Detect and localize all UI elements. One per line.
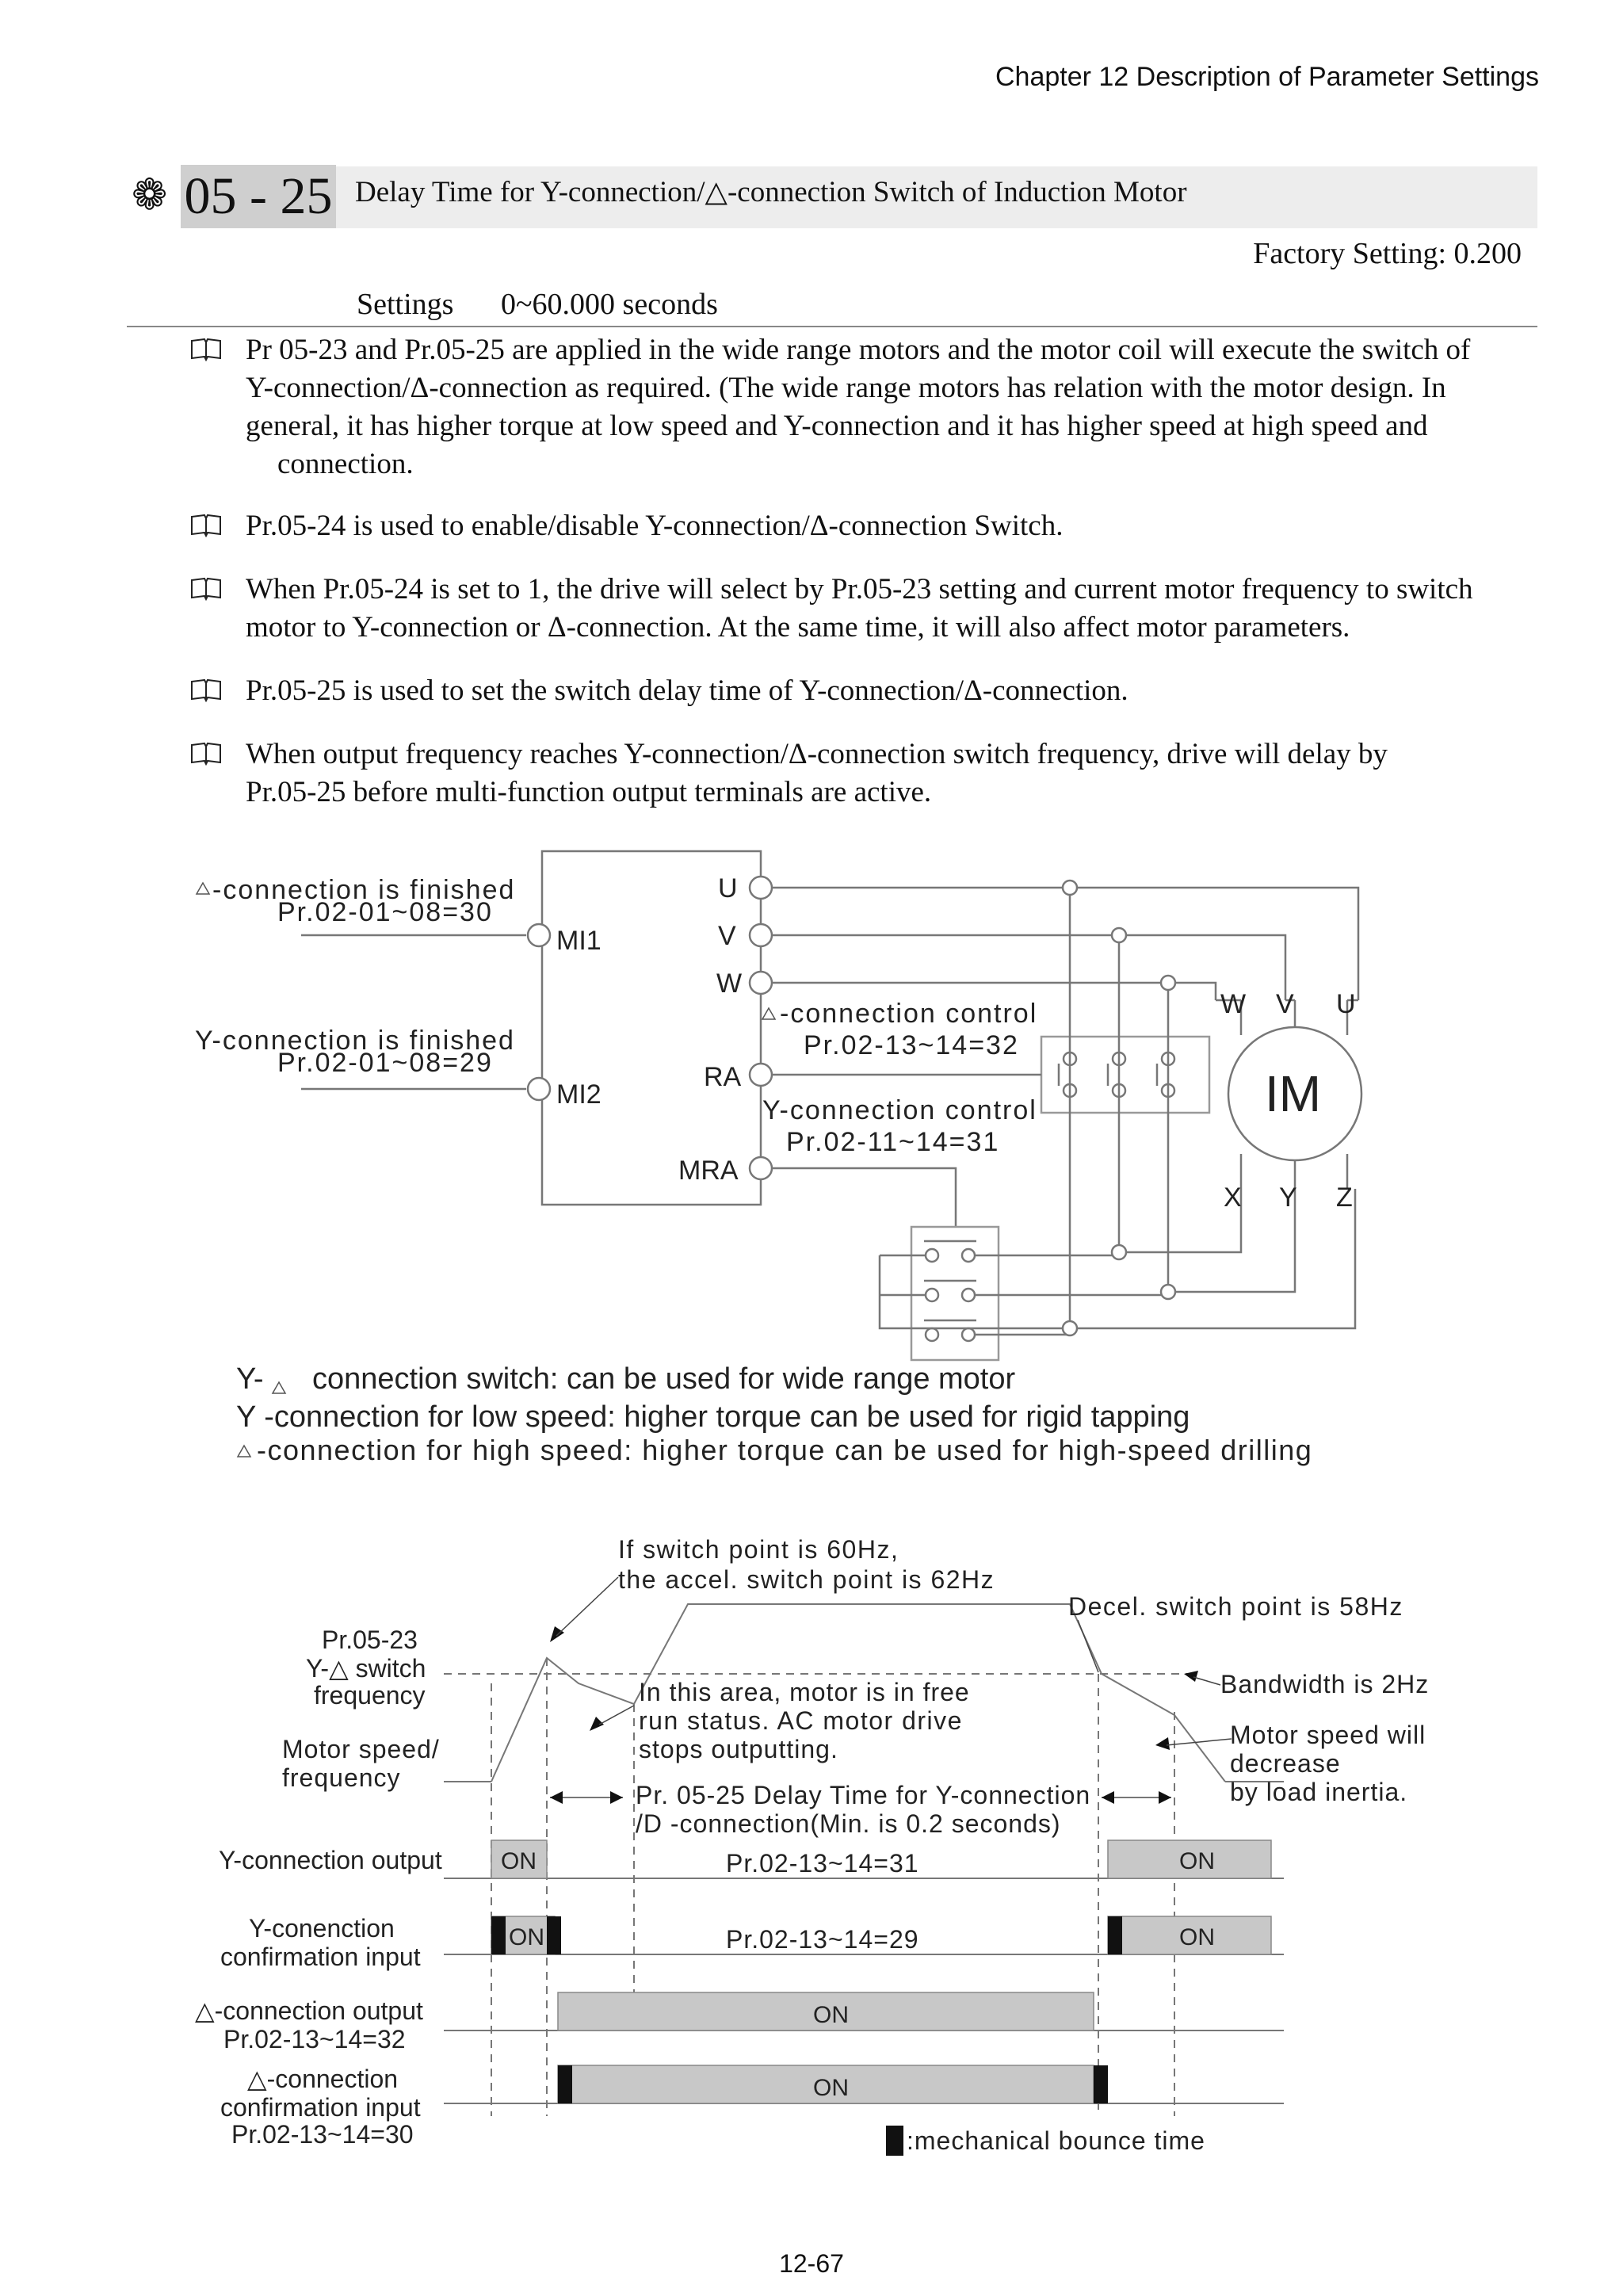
pr0523-label: Pr.05-23 bbox=[322, 1626, 418, 1654]
delta-icon bbox=[238, 1446, 250, 1457]
y-delta-switch-label: Y-△ switch bbox=[306, 1654, 426, 1683]
switch-point-line-1: If switch point is 60Hz, bbox=[618, 1535, 899, 1564]
decrease-line-1: Motor speed will bbox=[1230, 1721, 1426, 1749]
bounce-marker bbox=[1094, 2065, 1108, 2103]
frequency-label: frequency bbox=[314, 1681, 426, 1710]
delta-control-label: -connection control bbox=[780, 999, 1038, 1029]
note-4-line-1: Pr.05-25 is used to set the switch delay time of Y-connection/Δ-connection. bbox=[246, 674, 1128, 707]
y-output-label: Y-connection output bbox=[219, 1846, 442, 1874]
caption-line-1-prefix: Y- bbox=[236, 1362, 264, 1396]
decrease-line-3: by load inertia. bbox=[1230, 1778, 1408, 1806]
caption-line-1: connection switch: can be used for wide range motor bbox=[312, 1362, 1016, 1396]
motor-label: IM bbox=[1265, 1065, 1322, 1122]
y-confirm-label-2: confirmation input bbox=[220, 1943, 421, 1971]
note-1-line-1: Pr 05-23 and Pr.05-25 are applied in the wide range motors and the motor coil will execute the switch of bbox=[246, 334, 1471, 366]
delta-finished-param: Pr.02-01~08=30 bbox=[277, 897, 493, 927]
motor-terminal-w: W bbox=[1220, 989, 1247, 1019]
delta-confirm-label-1: △-connection bbox=[247, 2065, 399, 2093]
y-confirm-on-label-2: ON bbox=[1179, 1924, 1215, 1950]
decrease-line-2: decrease bbox=[1230, 1749, 1341, 1778]
writable-parameter-icon: ❁ bbox=[132, 171, 168, 219]
terminal-mra: MRA bbox=[678, 1156, 739, 1186]
motor-speed-label-1: Motor speed/ bbox=[282, 1735, 440, 1763]
terminal-u: U bbox=[718, 873, 738, 904]
note-5-line-1: When output frequency reaches Y-connection/Δ-connection switch frequency, drive will delay by bbox=[246, 738, 1388, 770]
parameter-number: 05 - 25 bbox=[181, 165, 336, 228]
y-control-label: Y-connection control bbox=[762, 1095, 1037, 1125]
caption-line-2: Y -connection for low speed: higher torque can be used for rigid tapping bbox=[236, 1400, 1190, 1434]
delay-time-line-1: Pr. 05-25 Delay Time for Y-connection bbox=[636, 1781, 1091, 1809]
y-finished-param: Pr.02-01~08=29 bbox=[277, 1048, 493, 1078]
y-confirm-on-label-1: ON bbox=[509, 1924, 544, 1950]
y-output-on-label-1: ON bbox=[501, 1848, 537, 1874]
switch-point-line-2: the accel. switch point is 62Hz bbox=[618, 1565, 995, 1594]
drive-box bbox=[542, 851, 761, 1205]
settings-value: 0~60.000 seconds bbox=[501, 288, 718, 321]
bandwidth-label: Bandwidth is 2Hz bbox=[1220, 1670, 1430, 1698]
delta-icon bbox=[762, 1008, 775, 1019]
motor-speed-label-2: frequency bbox=[282, 1763, 401, 1792]
y-control-param: Pr.02-11~14=31 bbox=[786, 1127, 1000, 1157]
decel-switch-point: Decel. switch point is 58Hz bbox=[1068, 1592, 1403, 1621]
y-output-on-label-2: ON bbox=[1179, 1848, 1215, 1874]
motor-terminal-v: V bbox=[1276, 989, 1294, 1019]
chapter-header: Chapter 12 Description of Parameter Settings bbox=[995, 62, 1539, 92]
factory-setting: Factory Setting: 0.200 bbox=[1253, 237, 1522, 270]
bounce-marker bbox=[547, 1916, 561, 1954]
delta-icon bbox=[273, 1382, 285, 1393]
note-5-line-2: Pr.05-25 before multi-function output terminals are active. bbox=[246, 776, 932, 808]
motor-terminal-z: Z bbox=[1336, 1182, 1353, 1213]
delta-confirm-label-3: Pr.02-13~14=30 bbox=[231, 2120, 414, 2149]
delta-finished-label: -connection is finished bbox=[212, 875, 516, 905]
motor-terminal-x: X bbox=[1224, 1182, 1242, 1213]
note-1-line-2: Y-connection/Δ-connection as required. (The wide range motors has relation with the motor design. In bbox=[246, 372, 1446, 404]
delta-icon bbox=[197, 883, 209, 894]
terminal-ra: RA bbox=[704, 1062, 742, 1092]
note-1-line-3: general, it has higher torque at low speed and Y-connection and it has higher speed at high speed and bbox=[246, 410, 1428, 442]
motor-terminal-u: U bbox=[1336, 989, 1356, 1019]
note-2-line-1: Pr.05-24 is used to enable/disable Y-connection/Δ-connection Switch. bbox=[246, 510, 1064, 542]
note-3-line-2: motor to Y-connection or Δ-connection. At the same time, it will also affect motor parameters. bbox=[246, 611, 1350, 644]
delta-control-param: Pr.02-13~14=32 bbox=[804, 1030, 1019, 1060]
parameter-title: Delay Time for Y-connection/△-connection Switch of Induction Motor bbox=[355, 176, 1187, 208]
y-output-param: Pr.02-13~14=31 bbox=[726, 1849, 919, 1878]
page-number: 12-67 bbox=[779, 2249, 844, 2278]
motor-terminal-y: Y bbox=[1279, 1182, 1297, 1213]
delay-time-line-2: /D -connection(Min. is 0.2 seconds) bbox=[636, 1809, 1061, 1838]
delta-confirm-on-label: ON bbox=[813, 2075, 849, 2101]
terminal-w: W bbox=[716, 968, 743, 999]
bounce-marker bbox=[558, 2065, 572, 2103]
y-confirm-label-1: Y-conenction bbox=[249, 1914, 395, 1943]
y-finished-label: Y-connection is finished bbox=[195, 1026, 515, 1056]
delta-output-label-1: △-connection output bbox=[195, 1996, 423, 2025]
bounce-marker bbox=[1108, 1916, 1122, 1954]
delta-confirm-label-2: confirmation input bbox=[220, 2093, 421, 2122]
free-run-line-1: In this area, motor is in free bbox=[639, 1678, 970, 1706]
delta-output-label-2: Pr.02-13~14=32 bbox=[223, 2025, 406, 2053]
caption-line-3: -connection for high speed: higher torque can be used for high-speed drilling bbox=[257, 1434, 1313, 1466]
terminal-v: V bbox=[718, 921, 736, 951]
mi1-label: MI1 bbox=[556, 926, 601, 956]
y-confirm-param: Pr.02-13~14=29 bbox=[726, 1925, 919, 1954]
free-run-line-2: run status. AC motor drive bbox=[639, 1706, 963, 1735]
bounce-legend-marker bbox=[886, 2126, 903, 2156]
bounce-marker bbox=[491, 1916, 506, 1954]
delta-output-on-label: ON bbox=[813, 2002, 849, 2028]
free-run-line-3: stops outputting. bbox=[639, 1735, 838, 1763]
note-1-line-4: connection. bbox=[277, 448, 414, 480]
settings-label: Settings bbox=[357, 288, 454, 321]
mi2-label: MI2 bbox=[556, 1079, 601, 1110]
bounce-legend: :mechanical bounce time bbox=[907, 2126, 1205, 2155]
note-3-line-1: When Pr.05-24 is set to 1, the drive will select by Pr.05-23 setting and current motor frequency to switch bbox=[246, 573, 1473, 606]
